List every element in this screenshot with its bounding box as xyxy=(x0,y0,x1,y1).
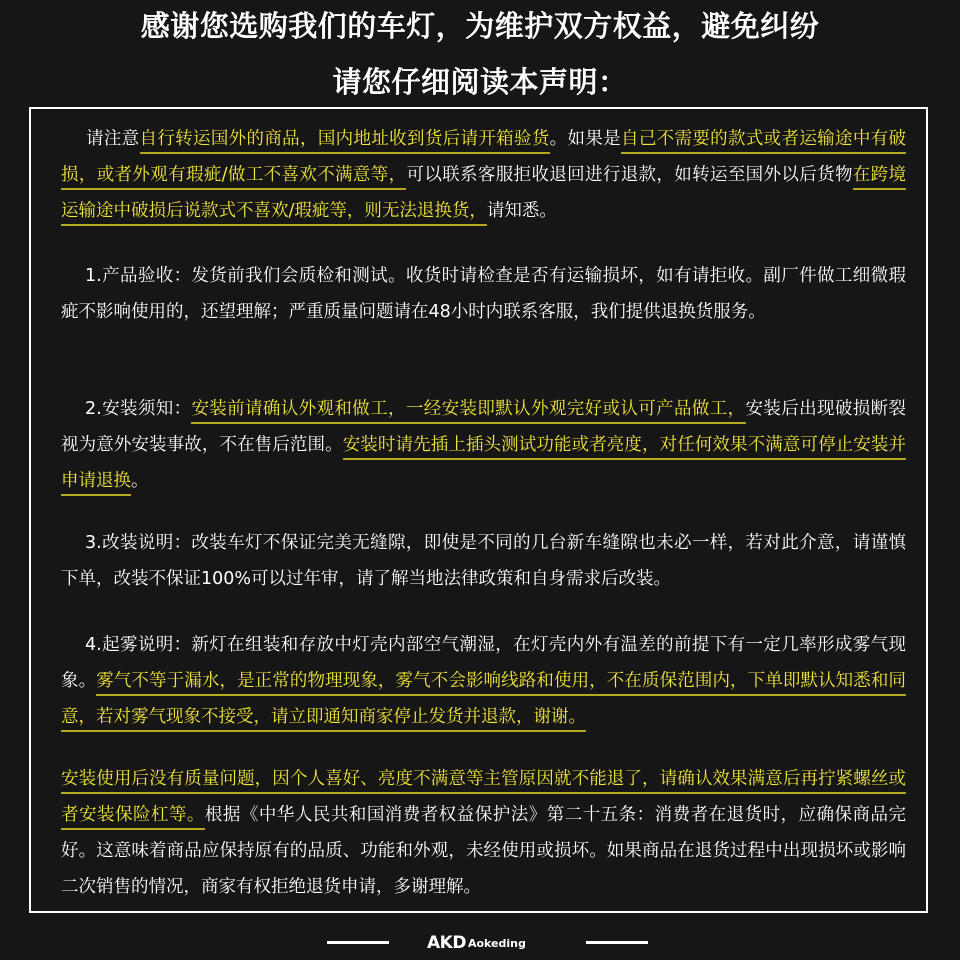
intro-text-1: 请注意 xyxy=(86,129,140,149)
item-installation-highlight-2: 安装时请先插上插头测试功能或者亮度，对任何效果不满意可停止安装并申请退换 xyxy=(61,435,906,496)
intro-highlight-3: 在跨境运输途中破损后说款式不喜欢/瑕疵等，则无法退换货， xyxy=(61,165,906,226)
item-inspection-text: 1.产品验收：发货前我们会质检和测试。收货时请检查是否有运输损坏，如有请拒收。副厂件做工细微瑕疵不影响使用的，还望理解；严重质量问题请在48小时内联系客服，我们提供退换货服务。 xyxy=(61,266,906,322)
item-modification-text: 3.改装说明：改装车灯不保证完美无缝隙，即使是不同的几台新车缝隙也未必一样，若对此介意，请谨慎下单，改装不保证100%可以过年审，请了解当地法律政策和自身需求后改装。 xyxy=(61,533,906,589)
closing-highlight: 安装使用后没有质量问题，因个人喜好、亮度不满意等主管原因就不能退了，请确认效果满意后再拧紧螺丝或者安装保险杠等。 xyxy=(61,769,906,830)
item-installation-text-2: 安装后出现破损断裂视为意外安装事故，不在售后范围。 xyxy=(61,399,907,455)
item-fogging-highlight: 雾气不等于漏水，是正常的物理现象，雾气不会影响线路和使用，不在质保范围内，下单即默认知悉和同意，若对雾气现象不接受，请立即通知商家停止发货并退款，谢谢。 xyxy=(61,671,906,732)
footer xyxy=(0,930,960,958)
item-installation-text-1: 2.安装须知： xyxy=(85,399,192,419)
closing-text: 根据《中华人民共和国消费者权益保护法》第二十五条：消费者在退货时，应确保商品完好。这意味着商品应保持原有的品质、功能和外观，未经使用或损坏。如果商品在退货过程中出现损坏或影响二次销售的情况，商家有权拒绝退货申请，多谢理解。 xyxy=(61,805,907,897)
intro-text-2: 。如果是 xyxy=(549,129,622,149)
notice-panel xyxy=(29,107,928,913)
intro-text-3: 可以联系客服拒收退回进行退款，如转运至国外以后货物 xyxy=(406,165,853,185)
intro-highlight-2: 自己不需要的款式或者运输途中有破损，或者外观有瑕疵/做工不喜欢不满意等， xyxy=(61,129,906,190)
item-inspection xyxy=(61,258,906,330)
footer-divider-left xyxy=(327,941,389,944)
item-installation-highlight-1: 安装前请确认外观和做工，一经安装即默认外观完好或认可产品做工， xyxy=(191,399,745,424)
item-installation-text-3: 。 xyxy=(131,471,149,491)
closing-paragraph xyxy=(61,761,906,905)
intro-text-4: 请知悉。 xyxy=(486,201,557,221)
intro-paragraph xyxy=(61,121,906,229)
brand-mark: AKD xyxy=(427,933,466,953)
footer-divider-right xyxy=(586,941,648,944)
header-title-line1: 感谢您选购我们的车灯，为维护双方权益，避免纠纷 xyxy=(140,9,820,43)
item-modification xyxy=(61,525,906,597)
brand-name: Aokeding xyxy=(467,936,526,950)
intro-highlight-1: 自行转运国外的商品，国内地址收到货后请开箱验货 xyxy=(140,129,550,154)
brand-logo xyxy=(427,930,526,956)
header-title-line2: 请您仔细阅读本声明： xyxy=(332,65,628,99)
item-fogging xyxy=(61,627,906,735)
item-installation xyxy=(61,391,906,499)
item-fogging-text: 4.起雾说明：新灯在组装和存放中灯壳内部空气潮湿，在灯壳内外有温差的前提下有一定几率形成雾气现象。 xyxy=(61,635,906,691)
